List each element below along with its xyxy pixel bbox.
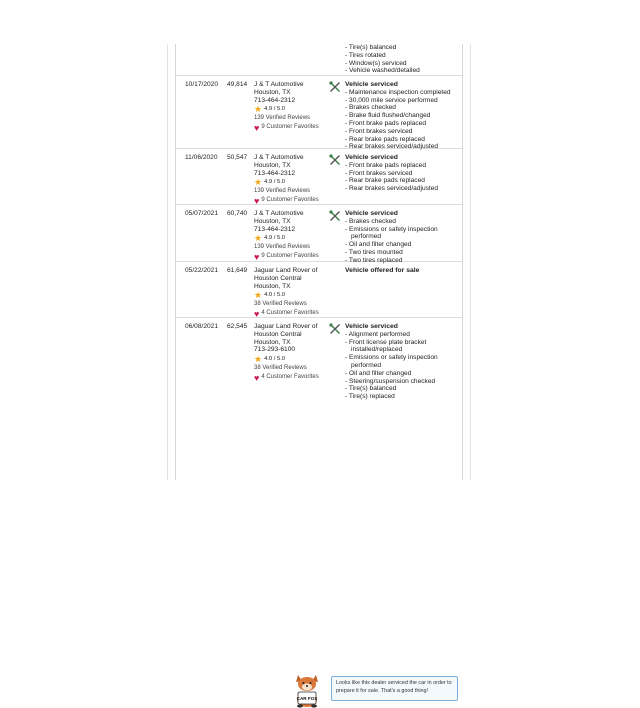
heart-icon: ♥ (254, 372, 260, 383)
record-mileage: 50,547 (227, 154, 248, 161)
record-date: 05/22/2021 (185, 267, 219, 274)
source-name[interactable]: Jaguar Land Rover of (254, 323, 318, 330)
heart-icon: ♥ (254, 123, 260, 134)
comment-item: - Two tires replaced (345, 257, 463, 265)
comment-item: installed/replaced (351, 346, 403, 354)
record-source (254, 267, 334, 318)
star-icon: ★ (254, 290, 263, 301)
record-source (254, 154, 334, 205)
right-frame-line (470, 44, 471, 480)
mascot-sign-text: CAR FOX (296, 696, 318, 701)
comment-item: performed (351, 361, 382, 369)
record-date: 05/07/2021 (185, 210, 219, 217)
verified-reviews-link[interactable]: 139 Verified Reviews (254, 115, 311, 122)
comment-item: - Brakes checked (345, 218, 463, 226)
source-rating[interactable] (254, 178, 334, 187)
history-row (176, 318, 462, 701)
comment-item: - Tires rotated (345, 52, 463, 60)
record-date: 06/08/2021 (185, 323, 219, 330)
rating-score: 4.0 / 5.0 (264, 355, 286, 362)
comment-title: Vehicle serviced (345, 81, 398, 88)
record-mileage: 62,545 (227, 323, 248, 330)
comment-item: performed (351, 233, 382, 241)
dealer-tip-callout: Looks like this dealer serviced the car in order to prepare it for sale. That's a good thing! (331, 676, 458, 701)
verified-reviews-link[interactable]: 139 Verified Reviews (254, 188, 311, 195)
comment-title: Vehicle serviced (345, 210, 398, 217)
record-source (254, 323, 334, 382)
comment-item: - Tire(s) balanced (345, 44, 463, 52)
comment-item: - Maintenance inspection completed (345, 89, 463, 97)
source-name[interactable]: J & T Automotive (254, 154, 304, 161)
record-date: 10/17/2020 (185, 81, 219, 88)
comment-title: Vehicle serviced (345, 154, 398, 161)
comment-item: - Oil and filter changed (345, 370, 463, 378)
source-rating[interactable] (254, 105, 334, 114)
carfax-fox-mascot-icon (292, 672, 322, 708)
source-location: Houston, TX (254, 282, 291, 290)
customer-favorites[interactable] (254, 197, 334, 205)
comment-title: Vehicle serviced (345, 323, 398, 330)
comment-item: - Oil and filter changed (345, 241, 463, 249)
comment-title: Vehicle offered for sale (345, 267, 420, 274)
source-location: Houston, TX (254, 338, 291, 346)
comments (345, 323, 463, 401)
rating-score: 4.0 / 5.0 (264, 291, 286, 298)
record-source (254, 210, 334, 261)
source-location: Houston, TX (254, 217, 291, 225)
source-phone[interactable]: 713-464-2312 (254, 169, 296, 177)
favorites-count: 4 Customer Favorites (261, 374, 319, 381)
history-row (176, 149, 462, 205)
source-name[interactable]: Jaguar Land Rover of (254, 267, 318, 274)
history-row (176, 205, 462, 262)
source-name[interactable]: J & T Automotive (254, 81, 304, 88)
history-row (176, 262, 462, 318)
comment-item: - Tire(s) balanced (345, 385, 463, 393)
comment-item: - Front brakes serviced (345, 170, 463, 178)
comment-item: - Brakes checked (345, 104, 463, 112)
history-row-partial (176, 44, 462, 76)
favorites-count: 4 Customer Favorites (261, 310, 319, 317)
comment-item: - Steering/suspension checked (345, 378, 463, 386)
favorites-count: 9 Customer Favorites (261, 253, 319, 260)
verified-reviews-link[interactable]: 38 Verified Reviews (254, 301, 307, 308)
comments (345, 81, 463, 151)
source-rating[interactable] (254, 355, 334, 364)
comments (345, 44, 463, 75)
comment-item: - 30,000 mile service performed (345, 97, 463, 105)
source-phone[interactable]: 713-293-6100 (254, 346, 296, 354)
comment-item: - Vehicle washed/detailed (345, 67, 463, 75)
customer-favorites[interactable] (254, 374, 334, 382)
heart-icon: ♥ (254, 252, 260, 263)
heart-icon: ♥ (254, 196, 260, 207)
left-frame-line (167, 44, 168, 480)
star-icon: ★ (254, 354, 263, 365)
source-name[interactable]: J & T Automotive (254, 210, 304, 217)
comment-item: - Front brake pads replaced (345, 162, 463, 170)
comment-item: - Front brake pads replaced (345, 120, 463, 128)
customer-favorites[interactable] (254, 310, 334, 318)
comments (345, 210, 463, 265)
source-name-line2[interactable]: Houston Central (254, 274, 302, 282)
heart-icon: ♥ (254, 309, 260, 320)
favorites-count: 9 Customer Favorites (261, 197, 319, 204)
record-date: 11/06/2020 (185, 154, 218, 161)
comment-item: - Front license plate bracket (345, 339, 463, 347)
wrench-screwdriver-icon (329, 154, 341, 166)
comment-item: - Tire(s) replaced (345, 393, 463, 401)
comment-item: - Window(s) serviced (345, 60, 463, 68)
verified-reviews-link[interactable]: 38 Verified Reviews (254, 365, 307, 372)
comment-item: - Emissions or safety inspection (345, 354, 463, 362)
comment-item: - Front brakes serviced (345, 128, 463, 136)
source-phone[interactable]: 713-464-2312 (254, 225, 296, 233)
customer-favorites[interactable] (254, 253, 334, 261)
history-row (176, 76, 462, 149)
record-mileage: 60,740 (227, 210, 248, 217)
comment-item: - Rear brakes serviced/adjusted (345, 185, 463, 193)
source-name-line2[interactable]: Houston Central (254, 330, 302, 338)
rating-score: 4.9 / 5.0 (264, 234, 286, 241)
comment-item: - Alignment performed (345, 331, 463, 339)
rating-score: 4.9 / 5.0 (264, 105, 286, 112)
comments (345, 267, 463, 275)
comment-item: - Rear brakes serviced/adjusted (345, 143, 463, 151)
star-icon: ★ (254, 233, 263, 244)
record-source (254, 81, 334, 132)
star-icon: ★ (254, 104, 263, 115)
source-rating[interactable] (254, 291, 334, 300)
record-mileage: 61,649 (227, 267, 248, 274)
comment-item: - Brake fluid flushed/changed (345, 112, 463, 120)
comment-item: - Emissions or safety inspection (345, 226, 463, 234)
comment-item: - Two tires mounted (345, 249, 463, 257)
source-location: Houston, TX (254, 88, 291, 96)
source-phone[interactable]: 713-464-2312 (254, 96, 296, 104)
star-icon: ★ (254, 177, 263, 188)
comment-item: - Rear brake pads replaced (345, 177, 463, 185)
source-rating[interactable] (254, 234, 334, 243)
customer-favorites[interactable] (254, 124, 334, 132)
history-report (175, 44, 463, 701)
source-location: Houston, TX (254, 161, 291, 169)
comment-item: - Rear brake pads replaced (345, 136, 463, 144)
wrench-screwdriver-icon (329, 210, 341, 222)
comments (345, 154, 463, 193)
wrench-screwdriver-icon (329, 81, 341, 93)
verified-reviews-link[interactable]: 139 Verified Reviews (254, 244, 311, 251)
record-mileage: 49,814 (227, 81, 248, 88)
favorites-count: 9 Customer Favorites (261, 124, 319, 131)
wrench-screwdriver-icon (329, 323, 341, 335)
rating-score: 4.9 / 5.0 (264, 178, 286, 185)
